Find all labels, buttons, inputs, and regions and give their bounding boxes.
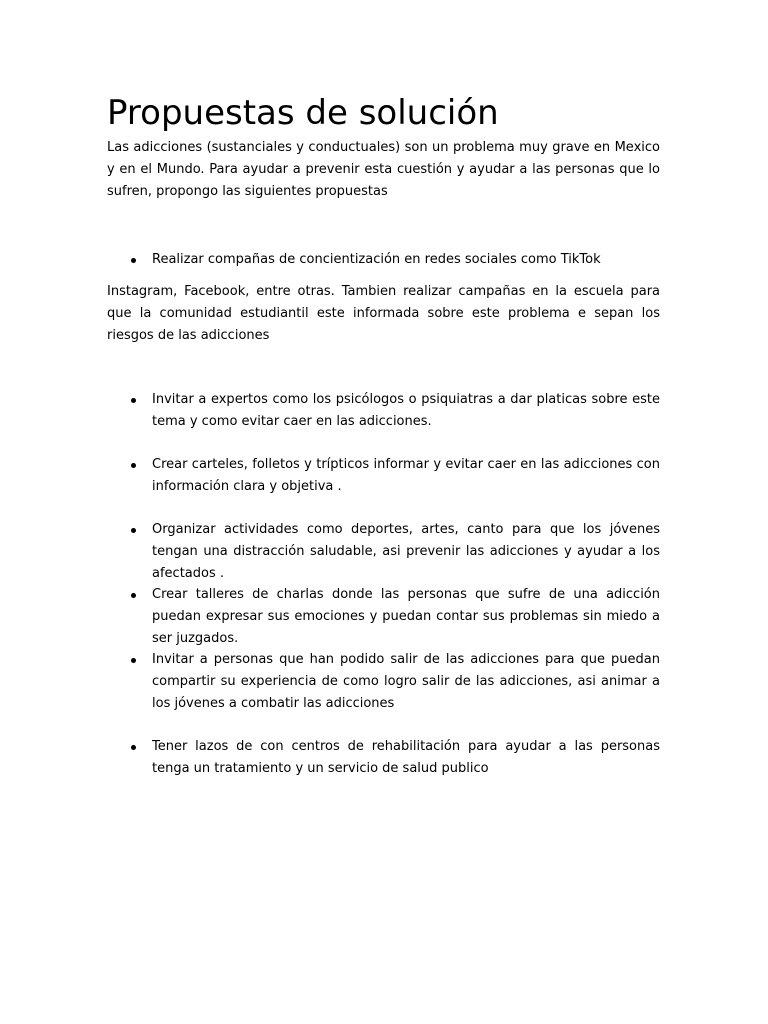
- list-item-text: Crear talleres de charlas donde las personas que sufre de una adicción puedan expresar sus emociones y puedan contar sus problemas sin miedo a ser juzgados.: [152, 587, 660, 646]
- bullet-icon: [131, 258, 136, 263]
- list-item-rehab-centers: [107, 736, 660, 780]
- bullet-icon: [131, 463, 136, 468]
- list-item-text: Tener lazos de con centros de rehabilitación para ayudar a las personas tenga un tratamiento y un servicio de salud publico: [152, 739, 660, 776]
- list-item-text: Organizar actividades como deportes, artes, canto para que los jóvenes tengan una distracción saludable, asi prevenir las adicciones y ayudar a los afectados .: [152, 522, 660, 581]
- bullet-icon: [131, 745, 136, 750]
- bullet-icon: [131, 593, 136, 598]
- list-item-activities: [107, 519, 660, 585]
- list-item-testimonials: [107, 649, 660, 715]
- page-title: Propuestas de solución: [107, 93, 499, 133]
- list-item-workshops: [107, 584, 660, 650]
- list-item-text: Realizar compañas de concientización en redes sociales como TikTok: [152, 252, 601, 267]
- bullet-icon: [131, 528, 136, 533]
- list-item-text: Invitar a personas que han podido salir de las adicciones para que puedan compartir su experiencia de como logro salir de las adicciones, asi animar a los jóvenes a combatir las adicciones: [152, 652, 660, 711]
- list-item-text: Crear carteles, folletos y trípticos informar y evitar caer en las adicciones con información clara y objetiva .: [152, 457, 660, 494]
- list-item-experts: [107, 389, 660, 433]
- list-item-text: Invitar a expertos como los psicólogos o psiquiatras a dar platicas sobre este tema y como evitar caer en las adicciones.: [152, 392, 660, 429]
- bullet-icon: [131, 398, 136, 403]
- list-item-posters: [107, 454, 660, 498]
- bullet-icon: [131, 658, 136, 663]
- list-item-campaigns: [107, 249, 660, 271]
- intro-paragraph: Las adicciones (sustanciales y conductuales) son un problema muy grave en Mexico y en el Mundo. Para ayudar a prevenir esta cuestión y ayudar a las personas que lo sufren, propongo las siguientes propuestas: [107, 140, 660, 199]
- continuation-paragraph: Instagram, Facebook, entre otras. Tambien realizar campañas en la escuela para que la comunidad estudiantil este informada sobre este problema e sepan los riesgos de las adicciones: [107, 284, 660, 343]
